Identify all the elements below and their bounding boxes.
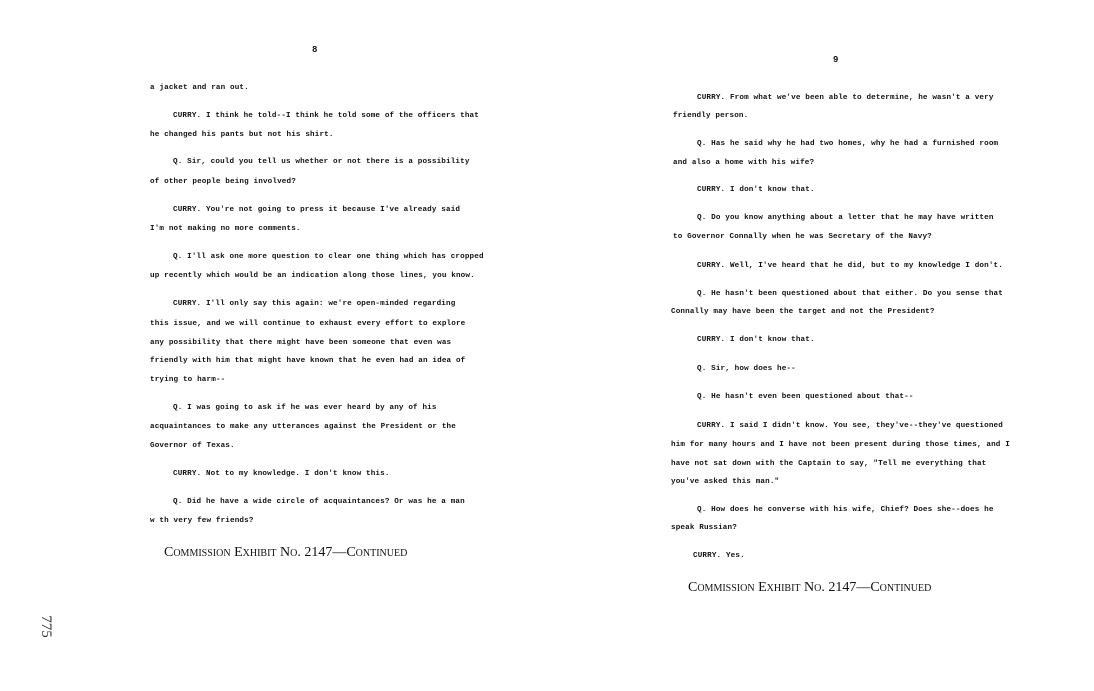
text-line: you've asked this man." bbox=[671, 478, 780, 486]
text-line: friendly person. bbox=[673, 112, 749, 120]
text-line: Q. Do you know anything about a letter that he may have written bbox=[697, 214, 994, 222]
text-line: Q. Has he said why he had two homes, why he had a furnished room bbox=[697, 140, 999, 148]
text-line: CURRY. From what we've been able to determine, he wasn't a very bbox=[697, 94, 994, 102]
text-line: Q. He hasn't been questioned about that either. Do you sense that bbox=[697, 290, 1003, 298]
text-line: of other people being involved? bbox=[150, 178, 296, 186]
text-line: Q. I was going to ask if he was ever heard by any of his bbox=[173, 404, 437, 412]
text-line: w th very few friends? bbox=[150, 517, 254, 525]
text-line: CURRY. I'll only say this again: we're open-minded regarding bbox=[173, 300, 456, 308]
volume-page-number: 775 bbox=[37, 615, 54, 638]
text-line: and also a home with his wife? bbox=[673, 159, 815, 167]
text-line: him for many hours and I have not been present during those times, and I bbox=[671, 441, 1010, 449]
text-line: CURRY. I think he told--I think he told some of the officers that bbox=[173, 112, 479, 120]
text-line: CURRY. I don't know that. bbox=[697, 336, 815, 344]
text-line: Q. How does he converse with his wife, Chief? Does she--does he bbox=[697, 506, 994, 514]
text-line: Q. He hasn't even been questioned about that-- bbox=[697, 393, 914, 401]
text-line: CURRY. You're not going to press it because I've already said bbox=[173, 206, 461, 214]
text-line: CURRY. I said I didn't know. You see, they've--they've questioned bbox=[697, 422, 1003, 430]
text-line: acquaintances to make any utterances against the President or the bbox=[150, 423, 456, 431]
text-line: I'm not making no more comments. bbox=[150, 225, 301, 233]
text-line: a jacket and ran out. bbox=[150, 84, 249, 92]
text-line: trying to harm-- bbox=[150, 376, 226, 384]
text-line: up recently which would be an indication along those lines, you know. bbox=[150, 272, 475, 280]
text-line: CURRY. Well, I've heard that he did, but to my knowledge I don't. bbox=[697, 262, 1003, 270]
text-line: friendly with him that might have known that he even had an idea of bbox=[150, 357, 466, 365]
text-line: to Governor Connally when he was Secretary of the Navy? bbox=[673, 233, 932, 241]
exhibit-caption: Commission Exhibit No. 2147—Continued bbox=[688, 580, 932, 595]
text-line: CURRY. I don't know that. bbox=[697, 186, 815, 194]
right-page bbox=[547, 0, 1094, 691]
text-line: he changed his pants but not his shirt. bbox=[150, 131, 334, 139]
text-line: Q. Sir, could you tell us whether or not there is a possibility bbox=[173, 158, 470, 166]
text-line: this issue, and we will continue to exhaust every effort to explore bbox=[150, 320, 466, 328]
text-line: Q. I'll ask one more question to clear one thing which has cropped bbox=[173, 253, 484, 261]
text-line: Q. Sir, how does he-- bbox=[697, 365, 796, 373]
text-line: Q. Did he have a wide circle of acquaintances? Or was he a man bbox=[173, 498, 465, 506]
text-line: CURRY. Not to my knowledge. I don't know this. bbox=[173, 470, 390, 478]
text-line: Governor of Texas. bbox=[150, 442, 235, 450]
text-line: CURRY. Yes. bbox=[693, 552, 745, 560]
page-number: 8 bbox=[312, 45, 318, 55]
page-number: 9 bbox=[833, 55, 839, 65]
text-line: speak Russian? bbox=[671, 524, 737, 532]
exhibit-caption: Commission Exhibit No. 2147—Continued bbox=[164, 545, 408, 560]
text-line: any possibility that there might have been someone that even was bbox=[150, 339, 452, 347]
text-line: Connally may have been the target and not the President? bbox=[671, 308, 935, 316]
text-line: have not sat down with the Captain to say, "Tell me everything that bbox=[671, 460, 987, 468]
